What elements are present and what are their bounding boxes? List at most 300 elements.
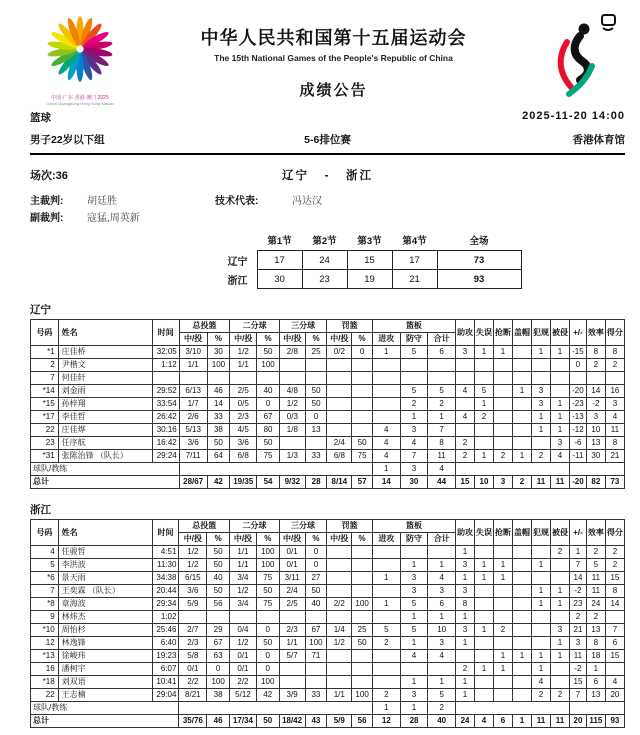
col-made-att: 中/投 <box>327 533 352 546</box>
stat-ft: 2/2 <box>327 598 352 611</box>
total-ft: 5/9 <box>327 715 352 728</box>
stat-name: 林逸锋 <box>58 637 152 650</box>
stat-pm: 21 <box>570 624 587 637</box>
stat-blk: 1 <box>512 385 531 398</box>
stat-no: 2 <box>31 359 59 372</box>
stat-fgp <box>207 611 230 624</box>
total-p2: 19/35 <box>230 476 257 489</box>
stat-ft <box>327 398 352 411</box>
sport-label: 篮球 <box>30 112 51 124</box>
stat-p3 <box>279 437 305 450</box>
col-pts: 得分 <box>605 320 624 346</box>
stat-pm: 14 <box>570 572 587 585</box>
stat-pts <box>605 611 624 624</box>
stat-pm: -23 <box>569 398 586 411</box>
stat-p2p: 67 <box>257 411 280 424</box>
event-category: 男子22岁以下组 <box>30 134 105 146</box>
stat-pf: 2 <box>531 450 550 463</box>
quarter-score: 15 <box>347 251 392 270</box>
stat-fd: 1 <box>550 411 569 424</box>
stat-pts: 11 <box>605 424 624 437</box>
col-time: 时间 <box>152 320 179 346</box>
stat-ftp <box>352 546 373 559</box>
bulletin-title: 成绩公告 <box>299 82 368 99</box>
stat-no: *14 <box>31 385 59 398</box>
stat-fgp: 46 <box>207 385 230 398</box>
stat-ast: 2 <box>455 437 474 450</box>
quarter-1-header: 第1节 <box>267 236 292 247</box>
col-treb: 合计 <box>428 533 456 546</box>
tech-delegate-name: 冯达汉 <box>292 196 322 207</box>
stat-no: *8 <box>31 598 59 611</box>
stat-stl: 1 <box>494 559 513 572</box>
stat-p2p <box>257 372 280 385</box>
player-row <box>31 398 625 411</box>
stat-p3p: 50 <box>305 398 327 411</box>
event-meta-row-2 <box>30 132 625 147</box>
stat-fd: 1 <box>550 398 569 411</box>
total-blk: 2 <box>512 476 531 489</box>
stat-time: 29:24 <box>152 450 179 463</box>
stat-p3p: 50 <box>305 385 327 398</box>
stat-p3p <box>305 359 327 372</box>
stat-ftp: 100 <box>352 689 373 702</box>
stat-or: 2 <box>373 637 401 650</box>
stat-dr: 1 <box>400 411 428 424</box>
stat-time: 32:05 <box>152 346 179 359</box>
stat-ft <box>327 650 352 663</box>
player-row <box>31 637 625 650</box>
team-coach-row <box>31 702 625 715</box>
stat-p3p <box>305 372 327 385</box>
stat-name: 孙梓翔 <box>58 398 152 411</box>
total-ast: 24 <box>456 715 475 728</box>
stat-ft: 1/4 <box>327 624 352 637</box>
stat-p3: 0/1 <box>279 559 305 572</box>
stat-fgp: 0 <box>207 663 230 676</box>
col-made-att: 中/投 <box>179 533 207 546</box>
stat-pm: 2 <box>570 611 587 624</box>
stat-blk <box>513 637 532 650</box>
stat-fg: 5/13 <box>179 424 207 437</box>
stat-pm: 15 <box>570 676 587 689</box>
col-plusminus: +/- <box>570 520 587 546</box>
col-2p-group: 二分球 <box>230 520 280 533</box>
stat-fg: 2/2 <box>179 676 207 689</box>
quarter-scores <box>205 232 625 289</box>
col-plusminus: +/- <box>569 320 586 346</box>
stat-tr: 6 <box>428 346 456 359</box>
stat-fd: 1 <box>551 585 570 598</box>
stat-ft <box>327 372 352 385</box>
stat-tr: 3 <box>428 637 456 650</box>
stat-p3: 2/8 <box>279 346 305 359</box>
stat-or: 4 <box>372 450 400 463</box>
player-row <box>31 650 625 663</box>
col-made-att: 中/投 <box>279 333 305 346</box>
stat-tr: 3 <box>428 585 456 598</box>
stat-time: 6:07 <box>152 663 179 676</box>
stat-p3: 3/9 <box>279 689 305 702</box>
stat-to <box>474 359 493 372</box>
stat-p3: 3/11 <box>279 572 305 585</box>
quarter-score-row <box>205 270 521 289</box>
total-pts: 73 <box>605 476 624 489</box>
stat-fd <box>551 663 570 676</box>
total-pm: 20 <box>570 715 587 728</box>
stat-tr: 2 <box>428 702 456 715</box>
quarter-score: 17 <box>392 251 437 270</box>
stat-fg <box>179 372 207 385</box>
stat-stl <box>494 546 513 559</box>
quarter-score-row <box>205 251 521 270</box>
stat-to <box>475 611 494 624</box>
stat-blk <box>513 559 532 572</box>
stat-dr <box>400 663 428 676</box>
stat-blk <box>512 359 531 372</box>
stat-name: 任序航 <box>58 437 152 450</box>
stat-eff: 13 <box>586 437 605 450</box>
stat-stl <box>494 637 513 650</box>
stat-fgp: 14 <box>207 398 230 411</box>
stat-stl: 1 <box>493 346 512 359</box>
stat-ft <box>327 676 352 689</box>
stat-pf: 1 <box>531 346 550 359</box>
stat-to: 2 <box>474 411 493 424</box>
event-round: 5-6排位赛 <box>304 134 351 146</box>
col-stl: 抢断 <box>494 520 513 546</box>
stat-fg: 2/3 <box>179 637 207 650</box>
stat-stl <box>493 385 512 398</box>
col-made-att: 中/投 <box>327 333 352 346</box>
stat-ft <box>327 411 352 424</box>
player-row <box>31 624 625 637</box>
stat-stl <box>493 424 512 437</box>
stat-dr: 3 <box>400 585 428 598</box>
stat-p2: 1/1 <box>230 546 257 559</box>
stat-dr: 3 <box>400 424 428 437</box>
stat-fd: 2 <box>551 689 570 702</box>
totals-row <box>31 476 625 489</box>
quarter-score: 19 <box>347 270 392 289</box>
home-team-stats-table <box>30 319 625 489</box>
stat-eff: 10 <box>586 424 605 437</box>
stat-no: 7 <box>31 585 59 598</box>
stat-fgp: 67 <box>207 637 230 650</box>
stat-p2p: 50 <box>256 585 279 598</box>
col-number: 号码 <box>31 520 59 546</box>
home-team-section-label: 辽宁 <box>30 304 51 316</box>
team-coach-blank <box>569 463 624 476</box>
stat-time: 25:46 <box>152 624 179 637</box>
stat-no: 16 <box>31 663 59 676</box>
stat-blk <box>512 398 531 411</box>
stat-tr <box>428 663 456 676</box>
stat-dr: 1 <box>400 559 428 572</box>
stat-ast: 1 <box>456 676 475 689</box>
stat-fd: 1 <box>550 424 569 437</box>
stat-eff: 11 <box>586 585 605 598</box>
stat-fg: 3/6 <box>179 585 207 598</box>
stat-fd: 1 <box>550 346 569 359</box>
stat-p3p: 13 <box>305 424 327 437</box>
stat-pts: 4 <box>605 411 624 424</box>
stat-to: 1 <box>475 559 494 572</box>
stat-fgp: 50 <box>207 546 230 559</box>
stat-dr: 5 <box>400 346 428 359</box>
stat-time: 4:51 <box>152 546 179 559</box>
col-dreb: 防守 <box>400 333 428 346</box>
stat-ft <box>327 385 352 398</box>
stat-time: 20:44 <box>152 585 179 598</box>
stat-pts: 2 <box>605 546 624 559</box>
stat-pf: 3 <box>531 398 550 411</box>
total-pf: 11 <box>532 715 551 728</box>
stat-fg: 3/10 <box>179 346 207 359</box>
total-pf: 11 <box>531 476 550 489</box>
stat-p2: 3/6 <box>230 437 257 450</box>
stat-pm: -12 <box>569 424 586 437</box>
basketball-pictogram <box>537 10 625 103</box>
total-pts: 93 <box>605 715 624 728</box>
stat-tr: 1 <box>428 411 456 424</box>
stat-pts: 6 <box>605 637 624 650</box>
stat-time: 6:40 <box>152 637 179 650</box>
stat-to <box>475 598 494 611</box>
stat-blk <box>513 663 532 676</box>
stat-fgp: 50 <box>207 437 230 450</box>
games-title-en: The 15th National Games of the People's Republic of China <box>214 53 453 63</box>
stat-name: 王奕霖 （队长） <box>58 585 152 598</box>
stat-ftp: 100 <box>352 598 373 611</box>
referee-name: 胡廷胜 <box>87 196 117 207</box>
stat-ftp <box>352 359 373 372</box>
stat-pm: -11 <box>569 450 586 463</box>
stat-or: 4 <box>372 424 400 437</box>
stat-to: 1 <box>475 572 494 585</box>
quarter-score: 21 <box>392 270 437 289</box>
stat-time: 34:38 <box>152 572 179 585</box>
game-line <box>30 167 625 181</box>
col-2p-group: 二分球 <box>230 320 280 333</box>
player-row <box>31 598 625 611</box>
player-row <box>31 611 625 624</box>
stat-ftp <box>352 385 373 398</box>
stat-p2: 3/4 <box>230 598 257 611</box>
stat-time: 1:12 <box>152 359 179 372</box>
full-game-score: 93 <box>437 270 521 289</box>
team-coach-label: 球队/教练 <box>31 702 179 715</box>
stat-name: 周怡杉 <box>58 624 152 637</box>
stat-dr: 7 <box>400 450 428 463</box>
player-row <box>31 359 625 372</box>
stat-p3p: 0 <box>305 546 327 559</box>
stat-time: 29:34 <box>152 598 179 611</box>
stat-tr: 5 <box>428 385 456 398</box>
stat-ftp: 25 <box>352 624 373 637</box>
col-time: 时间 <box>152 520 179 546</box>
away-team-section-label: 浙江 <box>30 504 51 516</box>
stat-stl <box>494 585 513 598</box>
stat-blk <box>513 676 532 689</box>
stat-ast: 3 <box>455 346 474 359</box>
col-name: 姓名 <box>58 320 152 346</box>
stat-blk <box>512 346 531 359</box>
stat-no: *18 <box>31 676 59 689</box>
stat-fgp: 100 <box>207 676 230 689</box>
stat-eff: 2 <box>586 611 605 624</box>
col-3p-group: 三分球 <box>279 520 327 533</box>
stat-tr: 11 <box>428 450 456 463</box>
player-row <box>31 546 625 559</box>
col-eff: 效率 <box>586 520 605 546</box>
stat-to: 1 <box>474 346 493 359</box>
player-row <box>31 676 625 689</box>
stat-ast: 1 <box>456 546 475 559</box>
stat-ast: 3 <box>456 585 475 598</box>
stat-dr: 3 <box>400 463 428 476</box>
stat-p3p <box>305 676 327 689</box>
total-or: 12 <box>373 715 401 728</box>
stat-or: 2 <box>373 689 401 702</box>
total-tr: 40 <box>428 715 456 728</box>
stat-fgp: 38 <box>207 689 230 702</box>
referee-label: 主裁判: <box>30 196 64 207</box>
stat-stl <box>493 372 512 385</box>
stat-no: 7 <box>31 372 59 385</box>
stat-ft <box>327 585 352 598</box>
stat-pm: -20 <box>569 385 586 398</box>
stat-ftp: 50 <box>352 437 373 450</box>
stat-stl: 1 <box>494 663 513 676</box>
col-fg-group: 总投篮 <box>179 520 230 533</box>
total-dr: 30 <box>400 476 428 489</box>
stat-no: 5 <box>31 559 59 572</box>
stat-p3p: 71 <box>305 650 327 663</box>
matchup <box>30 167 625 183</box>
stat-pts: 16 <box>605 385 624 398</box>
col-pts: 得分 <box>605 520 624 546</box>
stat-p3p <box>305 437 327 450</box>
col-oreb: 进攻 <box>373 533 401 546</box>
stat-no: 22 <box>31 424 59 437</box>
player-row <box>31 663 625 676</box>
stat-eff: 14 <box>586 385 605 398</box>
stat-p3p: 27 <box>305 572 327 585</box>
stat-ftp <box>352 572 373 585</box>
tech-delegate-label: 技术代表: <box>215 196 259 207</box>
stat-fg: 6/15 <box>179 572 207 585</box>
emblem-caption-en: China·Guangdong·Hong Kong·Macao <box>46 101 114 106</box>
stat-pf <box>532 611 551 624</box>
stat-p3: 1/8 <box>279 424 305 437</box>
col-reb-group: 篮板 <box>373 520 456 533</box>
stat-or <box>373 676 401 689</box>
stat-time: 33:54 <box>152 398 179 411</box>
stat-blk: 1 <box>513 650 532 663</box>
stat-dr <box>400 372 428 385</box>
col-made-att: 中/投 <box>230 333 257 346</box>
stat-p2p: 0 <box>256 650 279 663</box>
player-row <box>31 689 625 702</box>
stat-fd <box>551 572 570 585</box>
stat-pts: 15 <box>605 650 624 663</box>
stat-p2p: 100 <box>256 546 279 559</box>
stat-pf <box>531 437 550 450</box>
stat-ast: 1 <box>456 572 475 585</box>
games-emblem-graphic <box>41 10 119 88</box>
stat-tr: 1 <box>428 676 456 689</box>
stat-dr: 3 <box>400 572 428 585</box>
total-fgp: 42 <box>207 476 230 489</box>
stat-p3 <box>279 372 305 385</box>
stat-ft <box>327 663 352 676</box>
stat-fgp: 50 <box>207 585 230 598</box>
col-pct: % <box>207 333 230 346</box>
stat-eff: 3 <box>586 411 605 424</box>
stat-fgp: 33 <box>207 411 230 424</box>
stat-fg <box>179 611 207 624</box>
stat-dr <box>400 546 428 559</box>
stat-tr <box>428 372 456 385</box>
col-pf: 犯规 <box>532 520 551 546</box>
total-p3: 18/42 <box>279 715 305 728</box>
stat-fg: 6/13 <box>179 385 207 398</box>
stat-to: 5 <box>474 385 493 398</box>
total-fd: 11 <box>550 476 569 489</box>
officials-block <box>30 192 625 226</box>
stat-time: 26:42 <box>152 411 179 424</box>
player-row <box>31 559 625 572</box>
stat-p3 <box>279 611 305 624</box>
total-fg: 35/76 <box>179 715 207 728</box>
event-meta-row-1 <box>30 110 625 125</box>
team-coach-blank <box>456 702 570 715</box>
stat-fd <box>550 359 569 372</box>
total-p3p: 28 <box>305 476 327 489</box>
stat-fd <box>550 385 569 398</box>
stat-or: 1 <box>372 463 400 476</box>
stat-pts: 20 <box>605 689 624 702</box>
stat-fgp: 56 <box>207 598 230 611</box>
stat-ft <box>327 572 352 585</box>
stat-pm: 0 <box>569 359 586 372</box>
stat-p3: 2/5 <box>279 598 305 611</box>
stat-pm: -13 <box>569 411 586 424</box>
stat-p2: 1/2 <box>230 585 257 598</box>
stat-fgp: 40 <box>207 572 230 585</box>
stat-no: *17 <box>31 411 59 424</box>
stat-tr: 5 <box>428 689 456 702</box>
stat-ast: 3 <box>456 559 475 572</box>
col-stl: 抢断 <box>493 320 512 346</box>
total-p2p: 50 <box>256 715 279 728</box>
total-pm: -20 <box>569 476 586 489</box>
stat-tr: 4 <box>428 650 456 663</box>
stat-ast <box>456 650 475 663</box>
stat-p2p: 42 <box>256 689 279 702</box>
stat-to <box>475 585 494 598</box>
stat-name: 任骏哲 <box>58 546 152 559</box>
stat-or: 1 <box>372 346 400 359</box>
stat-fg: 0/1 <box>179 663 207 676</box>
total-to: 10 <box>474 476 493 489</box>
stat-p3: 5/7 <box>279 650 305 663</box>
stat-pf: 2 <box>532 689 551 702</box>
stat-p3p: 0 <box>305 559 327 572</box>
stat-fg: 5/9 <box>179 598 207 611</box>
stat-eff: 13 <box>586 624 605 637</box>
